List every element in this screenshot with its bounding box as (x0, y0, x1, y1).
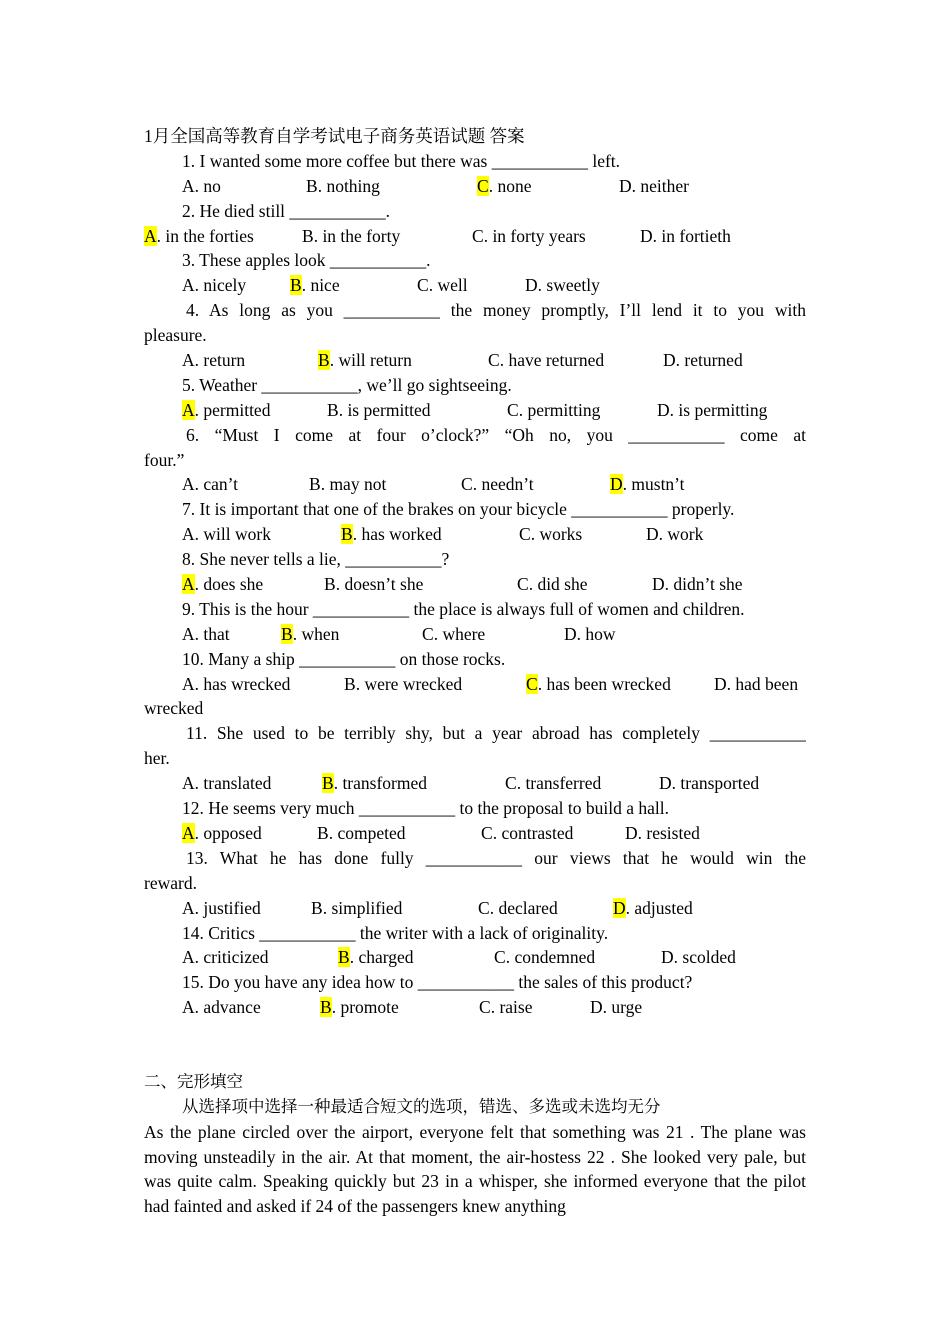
option-a (182, 896, 261, 921)
option-d (659, 771, 759, 796)
option-text: . criticized (194, 947, 269, 968)
option-letter: B (327, 399, 339, 420)
correct-answer-letter: B (281, 623, 293, 644)
cloze-passage (144, 1120, 806, 1220)
option-letter: D (640, 225, 653, 246)
option-text: . didn’t she (664, 574, 743, 595)
option-text: . has been wrecked (537, 673, 671, 694)
option-text: . when (292, 623, 340, 644)
question-stem: 4. As long as you ___________ the money promptly, I’ll lend it to you with (186, 300, 806, 321)
option-c (461, 472, 534, 497)
option-letter: B (311, 897, 323, 918)
answer-options (144, 896, 806, 921)
option-text: . has worked (352, 524, 442, 545)
answer-options (144, 572, 806, 597)
option-a (182, 398, 270, 423)
option-text: . transferred (516, 773, 602, 794)
option-text: . doesn’t she (335, 574, 424, 595)
option-text: . does she (194, 574, 264, 595)
option-letter: D (657, 399, 670, 420)
option-text: . how (576, 623, 616, 644)
option-text: . has wrecked (194, 673, 291, 694)
answer-options (144, 622, 806, 647)
option-a (182, 821, 262, 846)
option-b (338, 945, 414, 970)
option-a (182, 572, 263, 597)
option-d (613, 896, 693, 921)
question-stem: 11. She used to be terribly shy, but a year abroad has completely ___________ (186, 723, 806, 744)
option-text: . raise (490, 997, 533, 1018)
option-text: . nothing (317, 175, 380, 196)
option-text: . resisted (637, 822, 700, 843)
option-d (652, 572, 743, 597)
option-d (610, 472, 685, 497)
option-letter: C (422, 623, 434, 644)
correct-answer-letter: B (318, 350, 330, 371)
option-c (517, 572, 588, 597)
correct-answer-letter: B (290, 275, 302, 296)
option-d (646, 522, 703, 547)
option-letter: C (472, 225, 484, 246)
option-text: . charged (349, 947, 414, 968)
option-letter: C (505, 773, 517, 794)
question-stem-continued: reward. (144, 872, 197, 893)
section-spacer (144, 1020, 806, 1070)
correct-answer-letter: C (526, 673, 538, 694)
option-b (302, 224, 400, 249)
option-letter: C (479, 997, 491, 1018)
option-text: . will work (194, 524, 271, 545)
option-text: . none (488, 175, 532, 196)
option-a (182, 522, 271, 547)
option-d (525, 273, 600, 298)
correct-answer-letter: B (320, 997, 332, 1018)
answer-options (144, 995, 806, 1020)
option-text: . transported (671, 773, 760, 794)
option-d (619, 174, 689, 199)
option-text: . is permitting (669, 399, 768, 420)
option-letter: B (324, 574, 336, 595)
option-text: . in fortieth (652, 225, 731, 246)
option-text: . well (428, 275, 468, 296)
option-text: . had been (726, 673, 799, 694)
option-d (640, 224, 731, 249)
question-stem-continued: her. (144, 748, 170, 769)
option-b (317, 821, 405, 846)
option-c (472, 224, 586, 249)
answer-options (144, 945, 806, 970)
correct-answer-letter: A (182, 574, 195, 595)
option-b (344, 672, 462, 697)
question-list (144, 149, 806, 1020)
answer-options (144, 522, 806, 547)
option-text: . transformed (333, 773, 427, 794)
option-d (657, 398, 767, 423)
correct-answer-letter: B (341, 524, 353, 545)
question-stem: 2. He died still ___________. (182, 200, 391, 221)
option-text: . in the forties (156, 225, 254, 246)
option-letter: A (182, 773, 195, 794)
option-c (417, 273, 468, 298)
option-letter: B (309, 474, 321, 495)
option-letter: A (182, 474, 195, 495)
option-a (182, 995, 261, 1020)
option-text: . will return (329, 350, 412, 371)
option-letter: C (519, 524, 531, 545)
option-a (182, 672, 290, 697)
option-letter: A (182, 524, 195, 545)
option-b (341, 522, 442, 547)
option-text: . sweetly (537, 275, 600, 296)
option-letter: D (714, 673, 727, 694)
option-letter: C (417, 275, 429, 296)
option-b (311, 896, 402, 921)
option-text: . contrasted (492, 822, 574, 843)
option-text: . adjusted (625, 897, 693, 918)
question-stem: 5. Weather ___________, we’ll go sightseeing. (182, 374, 512, 395)
option-c (526, 672, 671, 697)
answer-options (144, 472, 806, 497)
option-text: . in forty years (483, 225, 586, 246)
option-text: . permitting (518, 399, 601, 420)
option-b (324, 572, 423, 597)
correct-answer-letter: A (182, 822, 195, 843)
option-text: . have returned (499, 350, 605, 371)
option-a (182, 945, 269, 970)
option-letter: A (182, 897, 195, 918)
option-a (182, 472, 238, 497)
question-stem: 9. This is the hour ___________ the place is always full of women and children. (182, 598, 745, 619)
option-b (327, 398, 431, 423)
option-letter: D (659, 773, 672, 794)
option-c (422, 622, 485, 647)
answer-options (144, 771, 806, 796)
section-instruction: 从选择项中选择一种最适合短文的选项，错选、多选或未选均无分 (182, 1096, 661, 1116)
option-letter: A (182, 350, 195, 371)
question-stem: 14. Critics ___________ the writer with a lack of originality. (182, 922, 609, 943)
option-letter: B (306, 175, 318, 196)
option-text: . neither (631, 175, 689, 196)
correct-answer-letter: A (144, 225, 157, 246)
option-text: . translated (194, 773, 272, 794)
option-text: . in the forty (313, 225, 401, 246)
answer-options (144, 398, 806, 423)
option-letter: C (481, 822, 493, 843)
option-letter: B (302, 225, 314, 246)
option-b (290, 273, 340, 298)
option-b (322, 771, 427, 796)
option-letter: C (478, 897, 490, 918)
question-stem: 12. He seems very much ___________ to the proposal to build a hall. (182, 798, 670, 819)
option-letter: D (652, 574, 665, 595)
correct-answer-letter: D (613, 897, 626, 918)
option-d (564, 622, 616, 647)
option-continued: wrecked (144, 698, 204, 719)
passage-text: As the plane circled over the airport, everyone felt that something was 21 . The plane was moving unsteadily in the air. At that moment, the air-hostess 22 . She looked very pale, but was quite calm. Speaking quickly but 23 in a whisper, she informed everyone that the pilot had fainted and asked if 24 of the passengers knew anything (144, 1121, 806, 1217)
option-a (182, 348, 245, 373)
question-stem: 10. Many a ship ___________ on those rocks. (182, 648, 506, 669)
option-d (714, 672, 798, 697)
option-text: . where (433, 623, 486, 644)
option-text: . simplified (322, 897, 403, 918)
question-stem: 1. I wanted some more coffee but there was ___________ left. (182, 150, 621, 171)
question-stem: 15. Do you have any idea how to ___________ the sales of this product? (182, 972, 693, 993)
option-letter: D (590, 997, 603, 1018)
option-c (477, 174, 531, 199)
option-text: . no (194, 175, 221, 196)
option-text: . justified (194, 897, 261, 918)
option-a (182, 174, 221, 199)
option-c (481, 821, 573, 846)
answer-options (144, 821, 806, 846)
question-stem: 3. These apples look ___________. (182, 250, 431, 271)
option-text: . competed (328, 822, 406, 843)
question-stem: 13. What he has done fully ___________ our views that he would win the (186, 847, 806, 868)
option-letter: D (646, 524, 659, 545)
option-text: . can’t (194, 474, 239, 495)
question-stem-continued: four.” (144, 449, 185, 470)
option-text: . mustn’t (622, 474, 685, 495)
option-text: . urge (602, 997, 643, 1018)
option-letter: A (182, 175, 195, 196)
correct-answer-letter: A (182, 399, 195, 420)
option-text: . returned (675, 350, 743, 371)
option-text: . declared (489, 897, 558, 918)
question-stem: 6. “Must I come at four o’clock?” “Oh no, you ___________ come at (186, 424, 806, 445)
option-letter: C (494, 947, 506, 968)
option-text: . were wrecked (355, 673, 463, 694)
option-letter: D (663, 350, 676, 371)
option-text: . is permitted (338, 399, 431, 420)
option-letter: D (525, 275, 538, 296)
option-letter: C (488, 350, 500, 371)
option-b (318, 348, 412, 373)
option-letter: D (564, 623, 577, 644)
option-text: . may not (320, 474, 387, 495)
option-d (661, 945, 736, 970)
option-letter: C (517, 574, 529, 595)
answer-options (144, 174, 806, 199)
option-text: . scolded (673, 947, 736, 968)
option-text: . nice (301, 275, 340, 296)
option-letter: A (182, 673, 195, 694)
option-text: . nicely (194, 275, 247, 296)
option-letter: D (661, 947, 674, 968)
answer-options (144, 348, 806, 373)
correct-answer-letter: B (322, 773, 334, 794)
option-letter: B (317, 822, 329, 843)
question-stem-continued: pleasure. (144, 325, 207, 346)
option-letter: C (507, 399, 519, 420)
answer-options (144, 273, 806, 298)
option-d (625, 821, 700, 846)
correct-answer-letter: D (610, 474, 623, 495)
option-letter: A (182, 623, 195, 644)
option-text: . permitted (194, 399, 271, 420)
option-b (309, 472, 386, 497)
answer-options (144, 672, 806, 697)
option-text: . return (194, 350, 246, 371)
option-a (144, 224, 254, 249)
option-c (505, 771, 601, 796)
option-c (488, 348, 604, 373)
option-text: . work (658, 524, 704, 545)
option-a (182, 622, 230, 647)
option-b (281, 622, 339, 647)
option-b (320, 995, 399, 1020)
option-d (663, 348, 743, 373)
option-letter: D (625, 822, 638, 843)
answer-options (144, 224, 806, 249)
option-text: . that (194, 623, 230, 644)
section-heading: 二、完形填空 (144, 1071, 243, 1091)
option-c (507, 398, 600, 423)
option-text: . works (530, 524, 583, 545)
document-page (144, 124, 806, 1219)
option-c (479, 995, 532, 1020)
option-text: . needn’t (472, 474, 534, 495)
option-text: . promote (331, 997, 399, 1018)
option-text: . condemned (505, 947, 596, 968)
option-a (182, 771, 271, 796)
option-c (519, 522, 582, 547)
correct-answer-letter: B (338, 947, 350, 968)
option-c (494, 945, 595, 970)
correct-answer-letter: C (477, 175, 489, 196)
option-letter: A (182, 947, 195, 968)
option-c (478, 896, 558, 921)
option-letter: C (461, 474, 473, 495)
option-text: . advance (194, 997, 261, 1018)
option-letter: A (182, 997, 195, 1018)
option-text: . did she (528, 574, 588, 595)
option-b (306, 174, 380, 199)
option-text: . opposed (194, 822, 262, 843)
option-a (182, 273, 246, 298)
option-letter: D (619, 175, 632, 196)
document-title: 1月全国高等教育自学考试电子商务英语试题 答案 (144, 126, 525, 146)
option-d (590, 995, 642, 1020)
option-letter: B (344, 673, 356, 694)
question-stem: 8. She never tells a lie, ___________? (182, 549, 450, 570)
option-letter: A (182, 275, 195, 296)
question-stem: 7. It is important that one of the brakes on your bicycle ___________ properly. (182, 499, 735, 520)
